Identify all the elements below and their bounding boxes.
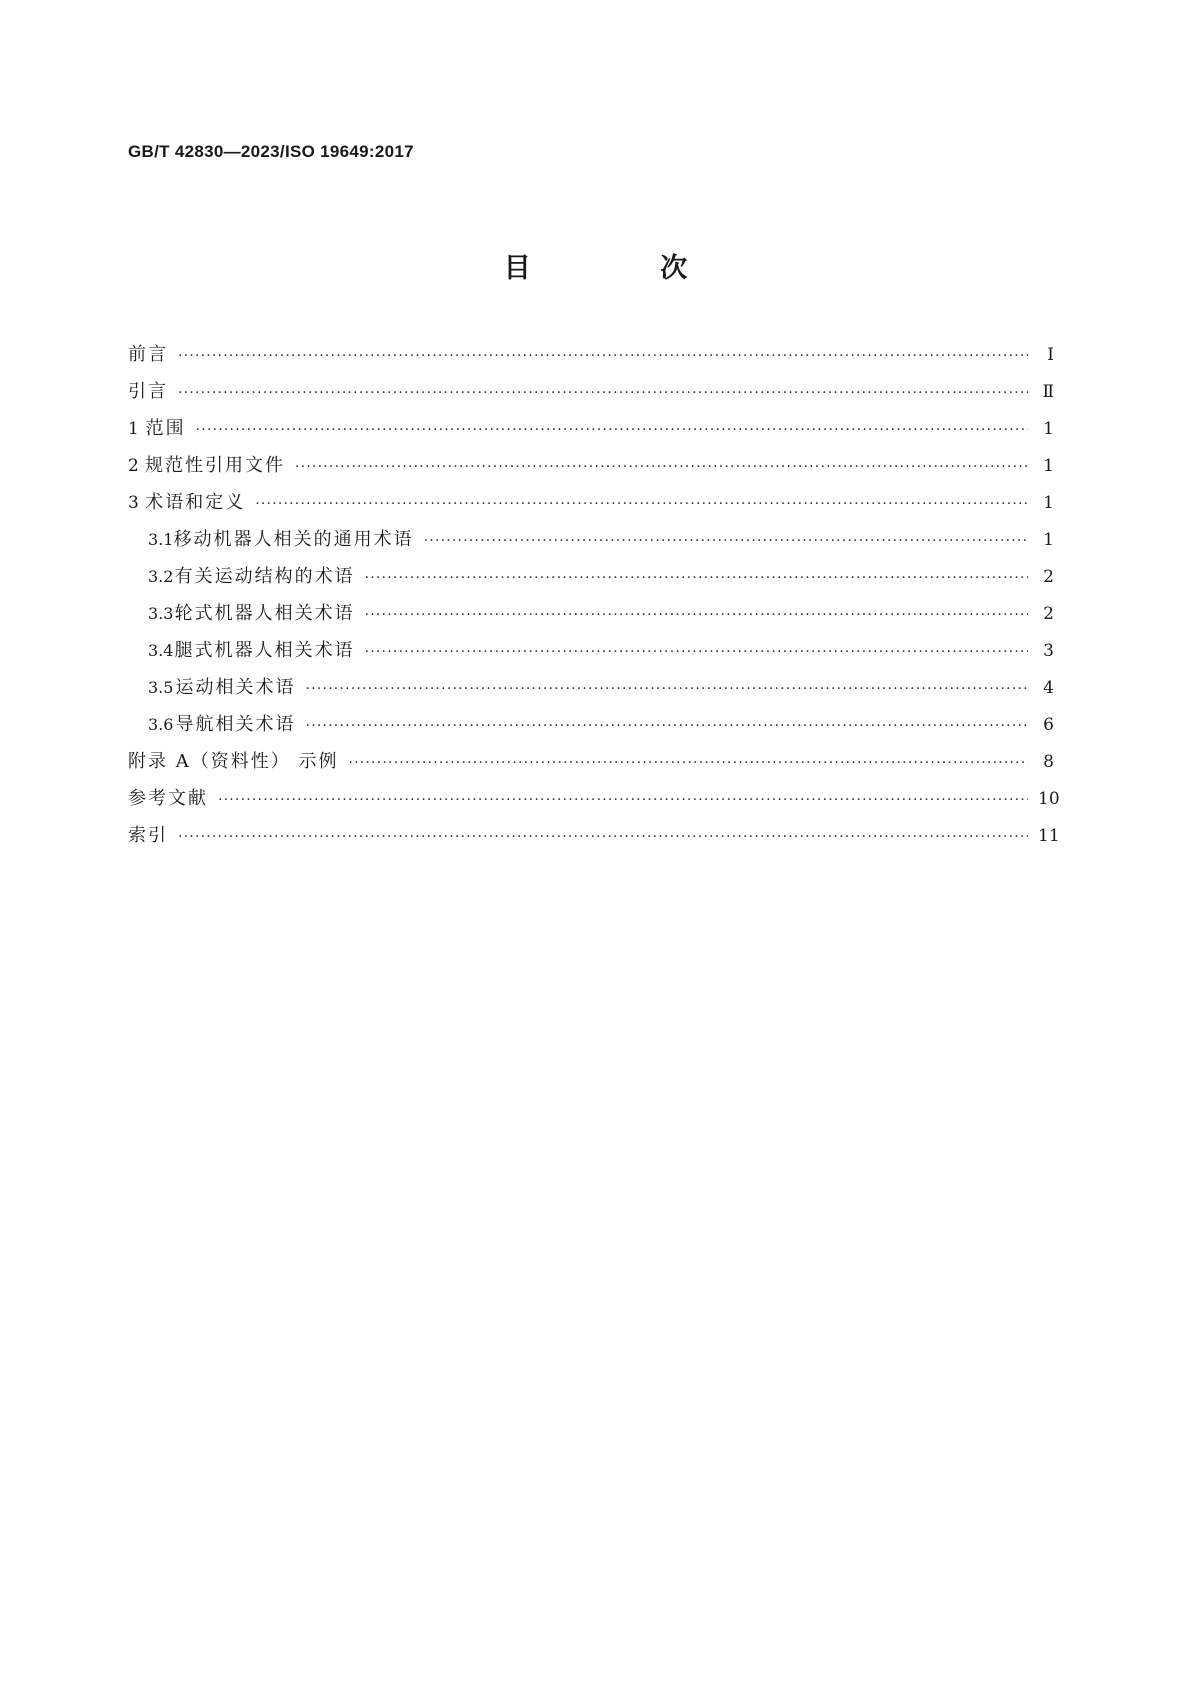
toc-entry-page: Ⅰ <box>1047 345 1054 365</box>
toc-entry-label: 移动机器人相关的通用术语 <box>173 529 414 550</box>
toc-entry-page: 2 <box>1043 604 1054 624</box>
toc-entry-leader <box>306 718 1028 734</box>
toc-entry-number: 3.3 <box>148 604 174 623</box>
toc-entry-page: 6 <box>1043 715 1054 735</box>
toc-entry-number: 3.6 <box>148 715 174 734</box>
toc-entry-number: 3.5 <box>148 678 174 697</box>
toc-entry-page: 10 <box>1038 789 1060 809</box>
toc-entry-label: 导航相关术语 <box>175 714 296 735</box>
toc-entry-leader <box>255 496 1028 512</box>
toc-entry-introduction[interactable] <box>128 377 1054 414</box>
toc-title: 目 次 <box>503 253 748 284</box>
toc-entry-page: 8 <box>1043 752 1054 772</box>
toc-entry-label: 腿式机器人相关术语 <box>174 640 355 661</box>
toc-entry-label: 运动相关术语 <box>175 677 296 698</box>
toc-entry-leader <box>306 681 1028 697</box>
toc-entry-label: 附录 A（资料性） 示例 <box>128 751 339 772</box>
toc-entry-label: 参考文献 <box>128 788 208 809</box>
toc-entry-leader <box>424 533 1028 549</box>
toc-entry-leader <box>365 570 1028 586</box>
toc-entry-page: 1 <box>1043 419 1054 439</box>
toc-entry-label: 术语和定义 <box>145 492 246 513</box>
toc-entry-leader <box>218 792 1028 808</box>
toc-entry-number: 3 <box>128 493 139 513</box>
toc-entry-page: 4 <box>1043 678 1054 698</box>
toc-entry-page: 11 <box>1038 826 1060 846</box>
toc-entry-foreword[interactable] <box>128 340 1054 377</box>
toc-entry-leader <box>178 829 1028 845</box>
toc-entry-number: 3.1 <box>148 530 174 549</box>
standard-code: GB/T 42830—2023/ISO 19649:2017 <box>128 142 414 161</box>
toc-entry-page: 1 <box>1043 530 1054 550</box>
toc-entry-leader <box>295 459 1028 475</box>
toc-entry-number: 1 <box>128 419 139 439</box>
toc-entry-page: 1 <box>1043 493 1054 513</box>
toc-entry-number: 3.2 <box>148 567 174 586</box>
toc-entry-label: 前言 <box>128 344 168 365</box>
toc-entry-annex-a[interactable] <box>128 747 1054 784</box>
toc-entry-scope[interactable] <box>128 414 1054 451</box>
toc-entry-page: 2 <box>1043 567 1054 587</box>
toc-entry-normative-references[interactable] <box>128 451 1054 488</box>
toc-entry-leader <box>178 348 1028 364</box>
toc-entry-label: 有关运动结构的术语 <box>174 566 355 587</box>
toc-entry-terms-definitions[interactable] <box>128 488 1054 525</box>
toc-entry-3-6[interactable] <box>128 710 1054 747</box>
toc-entry-label: 范围 <box>145 418 186 439</box>
toc-entry-3-4[interactable] <box>128 636 1054 673</box>
toc-entry-3-5[interactable] <box>128 673 1054 710</box>
toc-entry-label: 规范性引用文件 <box>144 455 285 476</box>
table-of-contents <box>128 340 1060 858</box>
toc-entry-3-3[interactable] <box>128 599 1054 636</box>
toc-entry-bibliography[interactable] <box>128 784 1060 821</box>
toc-entry-leader <box>178 385 1028 401</box>
toc-entry-number: 3.4 <box>148 641 174 660</box>
toc-entry-leader <box>348 755 1028 771</box>
toc-entry-page: 1 <box>1043 456 1054 476</box>
toc-entry-label: 引言 <box>128 381 168 402</box>
toc-entry-number: 2 <box>128 456 139 476</box>
toc-entry-page: Ⅱ <box>1042 382 1054 402</box>
toc-entry-page: 3 <box>1043 641 1054 661</box>
toc-entry-label: 轮式机器人相关术语 <box>174 603 355 624</box>
toc-entry-leader <box>196 422 1028 438</box>
toc-entry-3-2[interactable] <box>128 562 1054 599</box>
toc-entry-index[interactable] <box>128 821 1060 858</box>
toc-entry-leader <box>365 607 1028 623</box>
toc-entry-label: 索引 <box>128 825 168 846</box>
toc-entry-3-1[interactable] <box>128 525 1054 562</box>
toc-entry-leader <box>365 644 1028 660</box>
